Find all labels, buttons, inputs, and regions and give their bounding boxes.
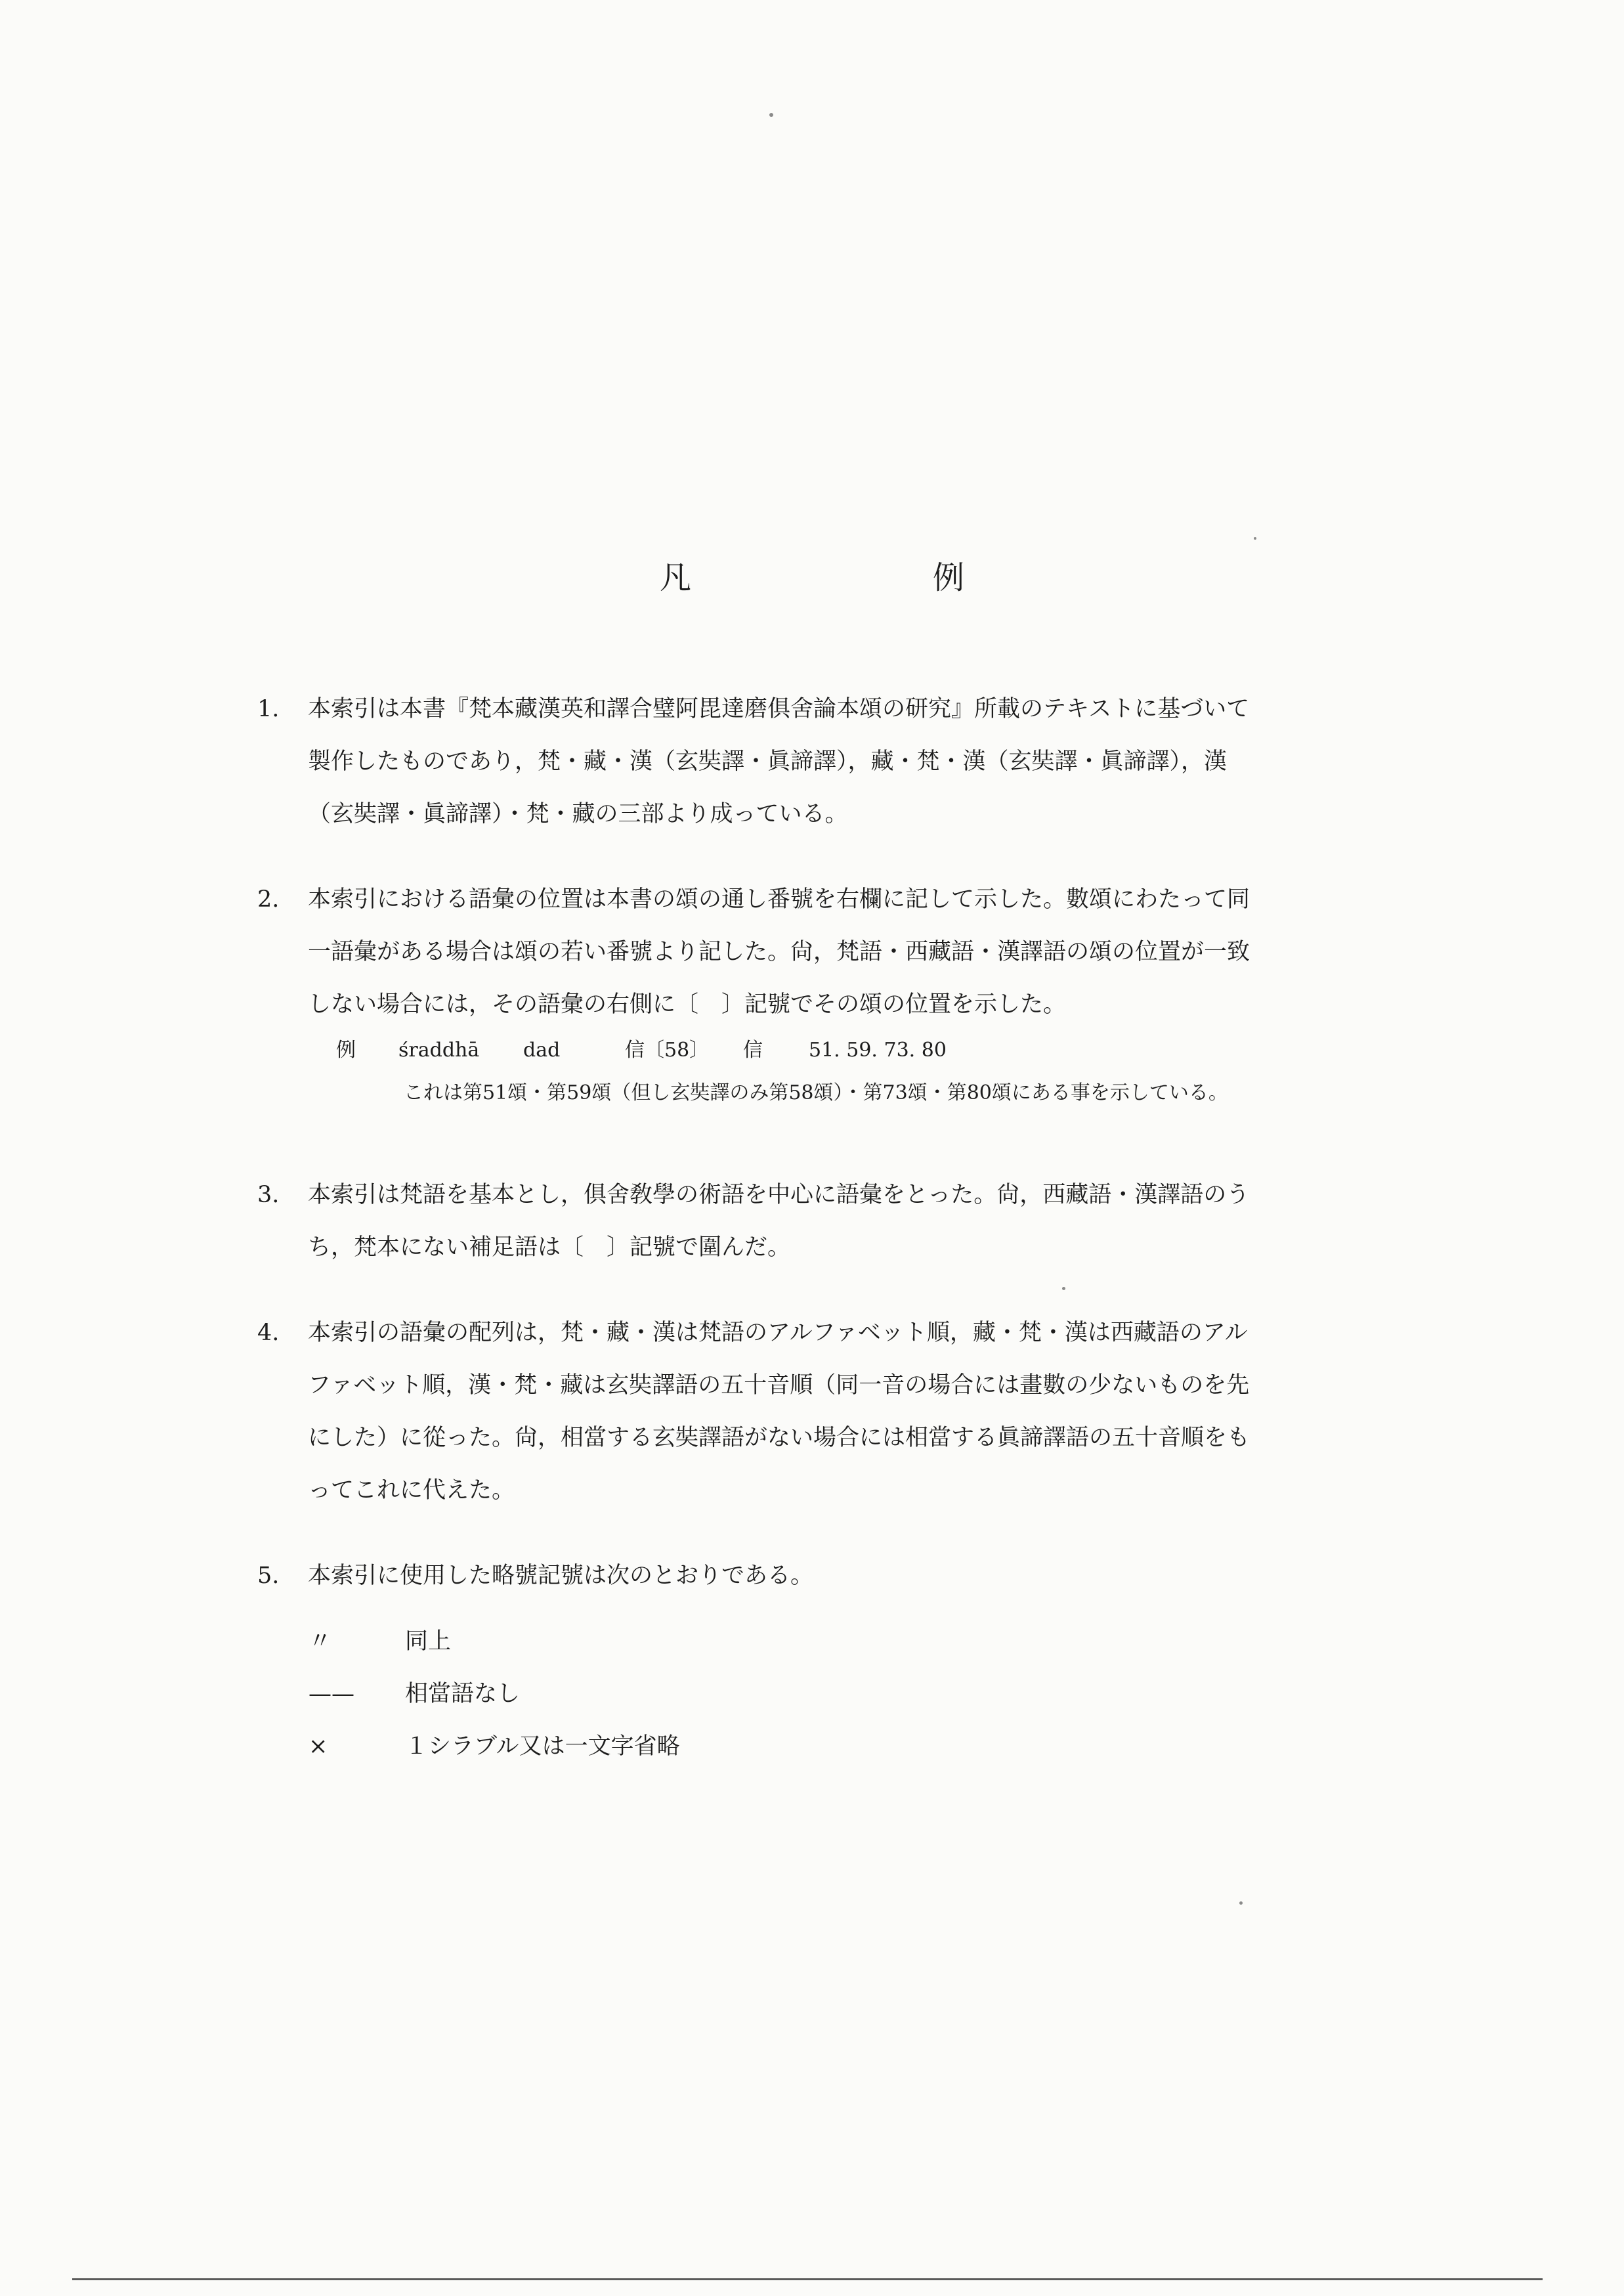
item-line: ってこれに代えた。 [308, 1477, 515, 1504]
example-xuanzang: 信〔58〕 [625, 1039, 710, 1062]
item-line: 本索引に使用した略號記號は次のとおりである。 [308, 1563, 814, 1589]
example-paramartha: 信 [743, 1039, 763, 1062]
item-line: 本索引は本書『梵本藏漢英和譯合璧阿毘達磨俱舍論本頌の研究』所載のテキストに基づいて [308, 696, 1250, 722]
bottom-rule [72, 2278, 1543, 2280]
item-line: にした）に從った。尙，相當する玄奘譯語がない場合には相當する眞諦譯語の五十音順をも [308, 1425, 1250, 1451]
item-line: しない場合には，その語彙の右側に〔 〕記號でその頌の位置を示した。 [308, 991, 1067, 1018]
example-note: これは第51頌・第59頌（但し玄奘譯のみ第58頌）・第73頌・第80頌にある事を示している。 [404, 1081, 1228, 1104]
item-text [308, 1169, 1358, 1274]
example-label: 例 [336, 1039, 356, 1062]
item-line: ファベット順，漢・梵・藏は玄奘譯語の五十音順（同一音の場合には畫數の少ないものを先 [308, 1372, 1250, 1398]
abbreviation-meaning: 同上 [405, 1628, 452, 1655]
item-number: 4. [257, 1320, 280, 1346]
example-verses: 51. 59. 73. 80 [809, 1039, 947, 1062]
ditto-symbol: 〃 [309, 1628, 332, 1655]
scan-speck [769, 113, 773, 117]
item-number: 5. [257, 1563, 280, 1589]
cross-symbol: × [309, 1733, 328, 1760]
item-text [308, 1549, 1358, 1602]
item-line: （玄奘譯・眞諦譯）・梵・藏の三部より成っている。 [308, 801, 848, 827]
item-number: 2. [257, 886, 280, 913]
scan-speck [1254, 537, 1256, 540]
item-line: 本索引の語彙の配列は，梵・藏・漢は梵語のアルファベット順，藏・梵・漢は西藏語のアル [308, 1320, 1248, 1346]
item-line: 製作したものであり，梵・藏・漢（玄奘譯・眞諦譯），藏・梵・漢（玄奘譯・眞諦譯），漢 [308, 748, 1228, 775]
item-line: 本索引は梵語を基本とし，俱舍敎學の術語を中心に語彙をとった。尙，西藏語・漢譯語のう [308, 1182, 1250, 1208]
item-text [308, 873, 1358, 1031]
page-title: 凡 例 [659, 559, 1069, 596]
item-text [308, 1307, 1358, 1517]
scan-speck [1239, 1901, 1243, 1905]
item-line: ち，梵本にない補足語は〔 〕記號で圍んだ。 [308, 1234, 791, 1261]
abbreviation-meaning: 相當語なし [405, 1681, 521, 1707]
item-number: 3. [257, 1182, 280, 1208]
item-line: 一語彙がある場合は頌の若い番號より記した。尙，梵語・西藏語・漢譯語の頌の位置が一致 [308, 939, 1250, 965]
example-tibetan: dad [523, 1039, 561, 1062]
item-line: 本索引における語彙の位置は本書の頌の通し番號を右欄に記して示した。數頌にわたって同 [308, 886, 1250, 913]
scan-speck [1062, 1287, 1065, 1290]
dash-symbol: —— [309, 1681, 354, 1707]
abbreviation-meaning: １シラブル又は一文字省略 [405, 1733, 680, 1760]
item-number: 1. [257, 696, 280, 722]
example-sanskrit: śraddhā [398, 1039, 480, 1062]
item-text [308, 683, 1358, 840]
